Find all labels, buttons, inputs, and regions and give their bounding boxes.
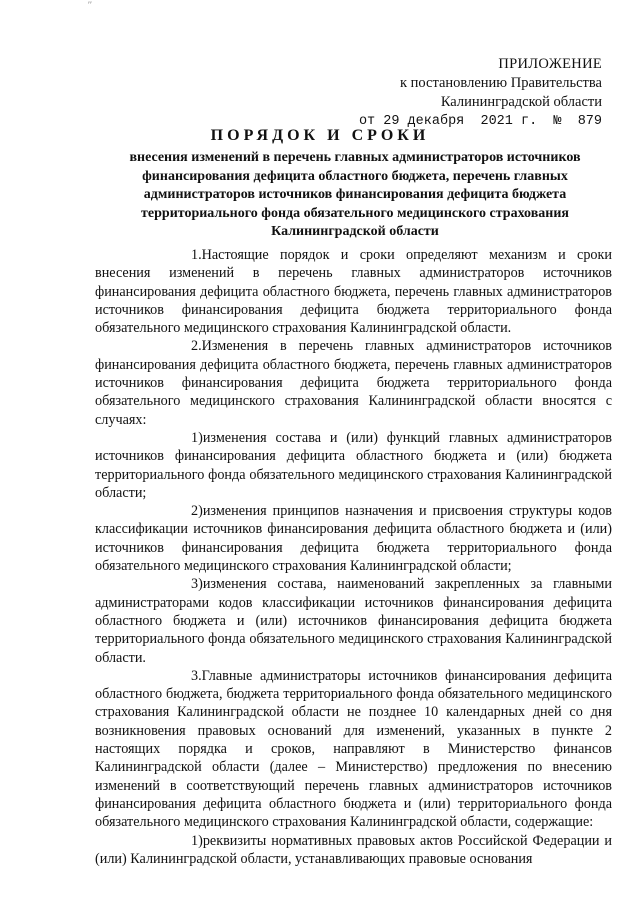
paragraph [95,575,612,666]
appendix-line-2: Калининградской области [440,94,602,110]
appendix-line-1: к постановлению Правительства [400,75,602,91]
resolution-signature: от 29 декабря 2021 г. № 879 [358,114,602,129]
paragraph-number: 3) [191,576,203,593]
appendix-title: ПРИЛОЖЕНИЕ [498,56,602,72]
paragraph-text: Главные администраторы источников финансирования дефицита областного бюджета, бюджета территориального фонда обязательного медицинского страхования Калининградской области не позднее 10 календарных дней со дня возникновения правовых оснований для изменений, указанных в пункте 2 настоящих порядка и сроков, направляют в Министерство финансов Калининградской области (далее – Министерство) предложения по внесению изменений в соответствующий перечень главных администраторов источников финансирования дефицита областного бюджета и (или) территориального фонда обязательного медицинского страхования Калининградской области, содержащие: [95,667,612,831]
paragraph [95,246,612,337]
scan-mark: ′′ [88,0,92,10]
paragraph-text: изменения состава, наименований закрепленных за главными администраторами кодов классификации источников финансирования дефицита областного бюджета и (или) источников финансирования дефицита бюджета территориального фонда обязательного медицинского страхования Калининградской области. [95,576,612,666]
paragraph-text: Изменения в перечень главных администраторов источников финансирования дефицита областного бюджета, перечень главных администраторов источников финансирования дефицита бюджета территориального фонда обязательного медицинского страхования Калининградской области вносятся с случаях: [95,338,612,428]
paragraph-number: 1) [191,429,203,446]
paragraph [95,667,612,832]
paragraph [95,502,612,575]
paragraph-text: изменения принципов назначения и присвоения структуры кодов классификации источников финансирования дефицита областного бюджета и (или) источников финансирования дефицита бюджета территориального фонда обязательного медицинского страхования Калининградской области; [95,503,612,575]
paragraph-text: Настоящие порядок и сроки определяют механизм и сроки внесения изменений в перечень главных администраторов источников финансирования дефицита областного бюджета, перечень главных администраторов источников финансирования дефицита бюджета территориального фонда обязательного медицинского страхования Калининградской области. [95,247,612,337]
document-subheading: внесения изменений в перечень главных администраторов источников финансирования дефицита областного бюджета, перечень главных администраторов источников финансирования дефицита бюджета территориального фонда обязательного медицинского страхования Калининградской области [129,150,581,239]
paragraph-text: изменения состава и (или) функций главных администраторов источников финансирования дефицита областного бюджета и (или) бюджета территориального фонда обязательного медицинского страхования Калининградской области; [95,429,612,501]
paragraph-number: 1. [191,247,202,263]
document-body [95,246,612,868]
paragraph [95,832,612,869]
paragraph-number: 1) [191,832,203,849]
paragraph [95,429,612,502]
paragraph-number: 2) [191,503,203,520]
paragraph [95,337,612,428]
document-heading: ПОРЯДОК И СРОКИ [210,127,430,144]
appendix-block [359,55,602,131]
paragraph-number: 3. [191,667,202,684]
paragraph-text: реквизиты нормативных правовых актов Российской Федерации и (или) Калининградской области, устанавливающих правовые основания [95,832,612,867]
paragraph-number: 2. [191,338,202,355]
